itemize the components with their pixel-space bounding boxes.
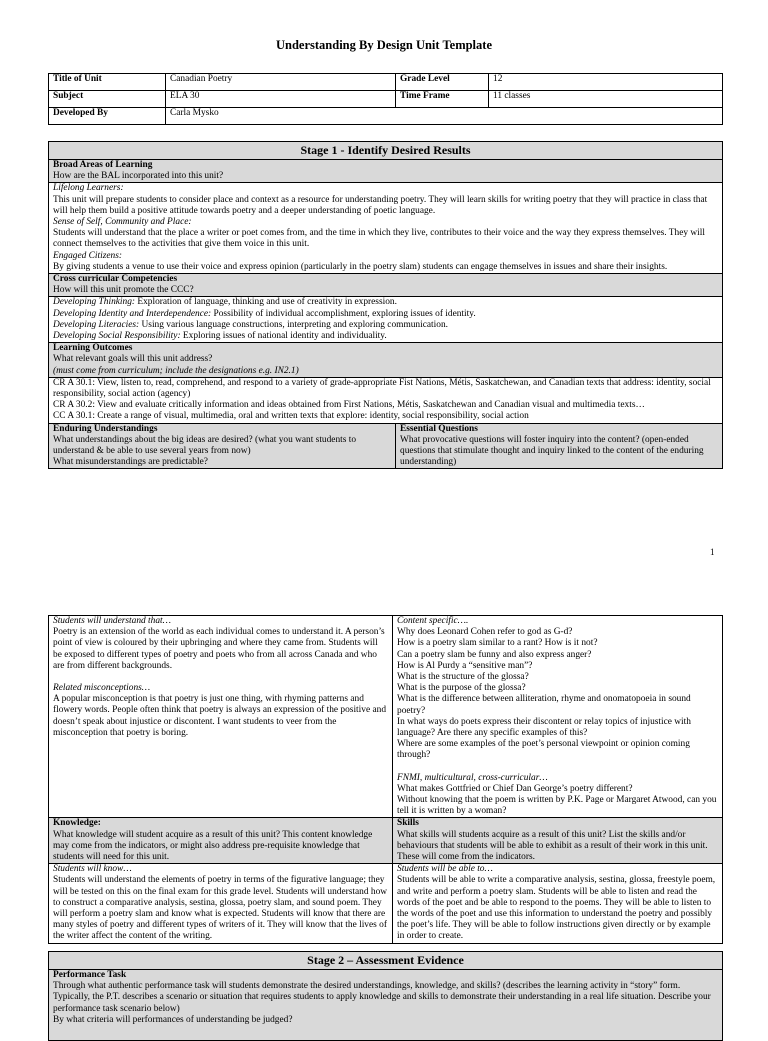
content-question: What is the structure of the glossa? [397,672,529,683]
page-number: 1 [710,547,715,557]
thinking-label: Developing Thinking: [53,297,136,308]
grade-level-value: 12 [489,74,723,91]
content-question: What is the purpose of the glossa? [397,683,526,694]
outcomes-note: (must come from curriculum; include the designations e.g. IN2.1) [53,365,299,376]
performance-text: Through what authentic performance task will students demonstrate the desired understandings, knowledge, and skills? (describes the learning activity in “story” form. Typically, the P.T. describes a scenario or situation that requires students to apply knowledge and skills to demonstrate their understanding in a real life situation. Describe your performance task scenario below) [53,981,711,1014]
engaged-label: Engaged Citizens: [53,250,123,261]
enduring-text2: What misunderstandings are predictable? [53,457,208,468]
content-label: Content specific…. [397,616,469,626]
sense-label: Sense of Self, Community and Place: [53,217,192,228]
time-frame-label: Time Frame [396,91,489,108]
fnmi-label: FNMI, multicultural, cross-curricular… [397,772,548,783]
grade-level-label: Grade Level [396,74,489,91]
skills-heading: Skills [397,818,419,829]
stage2-heading: Stage 2 – Assessment Evidence [49,952,723,970]
understandings-table [48,615,723,944]
misconceptions-label: Related misconceptions… [53,683,151,694]
stage2-table [48,951,723,1041]
skills-header-cell [393,818,723,864]
content-question: Where are some examples of the poet’s personal viewpoint or opinion coming through? [397,739,690,761]
questions-cell [393,616,723,818]
criteria-question: By what criteria will performances of understanding be judged? [53,1014,293,1025]
able-text: Students will be able to write a comparative analysis, sestina, glossa, freestyle poem, and write and perform a poetry slam. Students will be able to listen and read the words of the poet and be able to respond to the poems. They will be able to listen to the words of the poet and use this information to understand the poetry and possibly the poet’s life. They will be able to follow instructions given directly or by example in order to create. [397,875,716,942]
title-of-unit-value: Canadian Poetry [166,74,396,91]
outcome-item: CR A 30.2: View and evaluate critically information and ideas obtained from First Nations, Métis, Saskatchewan and Canadian visual and multimedia texts… [53,400,645,411]
outcome-item: CR A 30.1: View, listen to, read, comprehend, and respond to a variety of grade-appropriate Fist Nations, Métis, Saskatchewan, and Canadian texts that address: identity, social responsibility, social action (agency) [53,377,711,400]
title-of-unit-label: Title of Unit [49,74,166,91]
outcomes-question: What relevant goals will this unit address? [53,354,213,365]
ccc-heading: Cross curricular Competencies [53,274,178,285]
social-text: Exploring issues of national identity and individuality. [180,331,387,342]
social-label: Developing Social Responsibility: [53,331,181,342]
performance-cell [49,970,723,1041]
stage1-table [48,141,723,469]
time-frame-value: 11 classes [489,91,723,108]
knowledge-question: What knowledge will student acquire as a result of this unit? This content knowledge may come from the indicators, or might also address pre-requisite knowledge that students will need for this unit. [53,829,373,863]
bal-content-cell [49,183,723,274]
content-question: Why does Leonard Cohen refer to god as G-d? [397,627,573,638]
understand-cell [49,616,393,818]
unit-info-table [48,73,723,125]
identity-label: Developing Identity and Interdependence: [53,308,212,319]
bal-question: How are the BAL incorporated into this unit? [53,171,224,182]
content-question: How is Al Purdy a “sensitive man”? [397,660,533,671]
outcomes-heading: Learning Outcomes [53,343,133,354]
thinking-text: Exploration of language, thinking and use of creativity in expression. [135,297,397,308]
misconceptions-text: A popular misconception is that poetry is just one thing, with rhyming patterns and flowery words. People often think that poetry is always an expression of the positive and doesn’t speak about injustice or discontent. I want students to veer from the misconception that poetry is boring. [53,694,387,738]
outcomes-header-cell [49,343,723,378]
bal-heading: Broad Areas of Learning [53,160,153,170]
content-question: Can a poetry slam be funny and also express anger? [397,649,592,660]
lifelong-label: Lifelong Learners: [53,183,124,194]
developed-by-label: Developed By [49,108,166,125]
fnmi-question: What makes Gottfried or Chief Dan George’s poetry different? [397,783,633,794]
subject-value: ELA 30 [166,91,396,108]
know-label: Students will know… [53,864,132,875]
content-question: In what ways do poets express their discontent or relay topics of injustice with language? Are there any specific examples of this? [397,716,691,739]
ccc-literacies [53,320,718,331]
performance-heading: Performance Task [53,970,127,980]
outcomes-content-cell [49,377,723,423]
identity-text: Possibility of individual accomplishment, exploring issues of identity. [211,308,476,319]
fnmi-question: Without knowing that the poem is written by P.K. Page or Margaret Atwood, can you tell it is written by a woman? [397,795,717,817]
understand-text: Poetry is an extension of the world as each individual comes to understand it. A person’s point of view is coloured by their upbringing and where they came from. Students will be exposed to different types of poetry and poets who from all across Canada and who are from different backgrounds. [53,627,385,671]
essential-text: What provocative questions will foster inquiry into the content? (open-ended questions that stimulate thought and inquiry linked to the content of the enduring understanding) [400,434,704,468]
lifelong-text: This unit will prepare students to consider place and context as a resource for understanding poetry. They will learn skills for writing poetry that they will practice in class that will help them build a positive attitude towards poetry and a deeper understanding of poetic language. [53,194,708,216]
ccc-content-cell [49,297,723,343]
stage1-heading: Stage 1 - Identify Desired Results [49,142,723,160]
subject-label: Subject [49,91,166,108]
ccc-identity [53,309,718,320]
ccc-question: How will this unit promote the CCC? [53,285,194,296]
outcome-item: CC A 30.1: Create a range of visual, multimedia, oral and written texts that explore: identity, social responsibility, social action [53,411,529,422]
knowledge-heading: Knowledge: [53,818,101,829]
essential-heading: Essential Questions [400,423,478,434]
literacies-text: Using various language constructions, interpreting and exploring communication. [139,319,448,330]
able-label: Students will be able to… [397,864,493,875]
content-question: How is a poetry slam similar to a rant? How is it not? [397,638,598,649]
page-title: Understanding By Design Unit Template [275,38,492,52]
ccc-header-cell [49,274,723,297]
able-cell [393,864,723,943]
content-question: What is the difference between alliteration, rhyme and onomatopoeia in sound poetry? [397,694,691,716]
ccc-social [53,331,718,342]
knowledge-header-cell [49,818,393,864]
enduring-cell [49,423,396,469]
enduring-heading: Enduring Understandings [53,423,158,434]
literacies-label: Developing Literacies: [53,319,140,330]
know-text: Students will understand the elements of poetry in terms of the figurative language; they will be tested on this on the final exam for this grade level. Students will understand how to construct a comparative analysis, sestina, glossa, poetry slam, and sound poem. They will perform a poetry slam and know what is expected. Students will know that there are many styles of poetry and different types of writers of it. They will know that the lives of the writer affect the content of the writing. [53,875,388,942]
sense-text: Students will understand that the place a writer or poet comes from, and the time in which they live, contributes to their voice and the way they express themselves. They will connect themselves to the activities that give them voice in this unit. [53,228,705,250]
ccc-thinking [53,297,718,308]
skills-question: What skills will students acquire as a result of this unit? List the skills and/or behaviours that students will be able to exhibit as a result of their work in this unit. These will come from the indicators. [397,829,708,863]
enduring-text1: What understandings about the big ideas are desired? (what you want students to understand & be able to use several years from now) [53,434,357,457]
know-cell [49,864,393,943]
developed-by-value: Carla Mysko [166,108,723,125]
engaged-text: By giving students a venue to use their voice and express opinion (particularly in the poetry slam) students can engage themselves in issues and share their insights. [53,261,668,272]
essential-cell [396,423,723,469]
bal-header-cell [49,160,723,183]
understand-label: Students will understand that… [53,616,171,626]
